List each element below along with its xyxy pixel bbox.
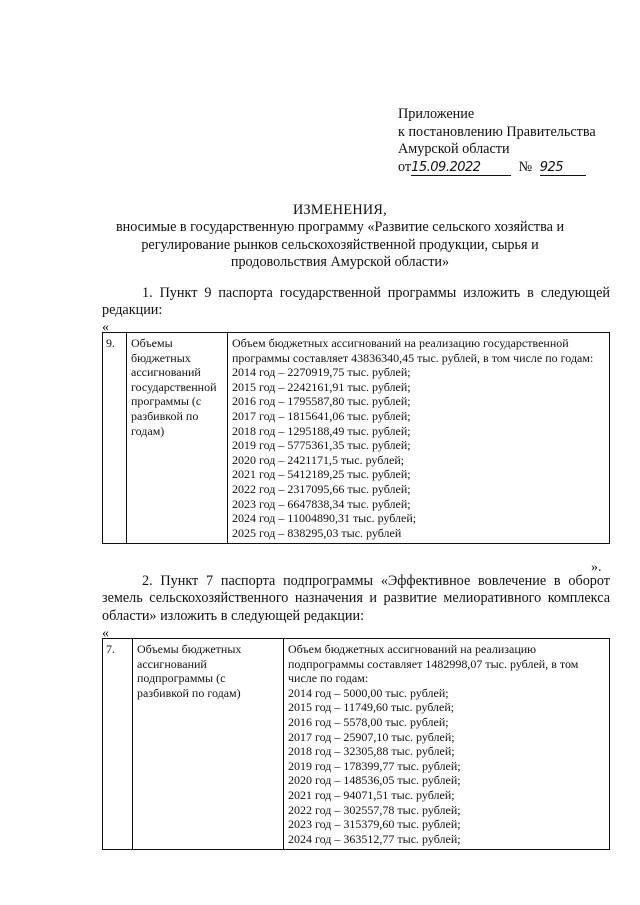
list-item: 2021 год – 5412189,25 тыс. рублей; [232, 467, 411, 482]
item1-intro: Объем бюджетных ассигнований на реализацию государственной программы составляет 43836340,45 тыс. рублей, в том числе по годам: [232, 336, 594, 365]
item1-table [102, 332, 610, 544]
item1-row-num: 9. [103, 333, 127, 544]
document-title [70, 202, 610, 271]
list-item: 2020 год – 148536,05 тыс. рублей; [288, 773, 461, 788]
number-label: № [518, 158, 533, 175]
list-item: 2016 год – 5578,00 тыс. рублей; [288, 714, 449, 729]
list-item: 2014 год – 2270919,75 тыс. рублей; [232, 365, 411, 380]
list-item: 2016 год – 1795587,80 тыс. рублей; [232, 394, 411, 409]
item2-row-label: Объемы бюджетных ассигнований подпрограммы (с разбивкой по годам) [133, 639, 284, 850]
list-item: 2022 год – 302557,78 тыс. рублей; [288, 802, 461, 817]
item2-intro: Объем бюджетных ассигнований на реализацию подпрограммы составляет 1482998,07 тыс. рублей, в том числе по годам: [288, 642, 579, 686]
item2-table [102, 638, 610, 850]
item2-open-quote: « [102, 626, 109, 641]
table-row [103, 639, 610, 850]
number-value: 925 [540, 161, 586, 176]
item2-text: 2. Пункт 7 паспорта подпрограммы «Эффективное вовлечение в оборот земель сельскохозяйственного назначения и развитие мелиоративного комплекса области» изложить в следующей редакции: [102, 573, 610, 624]
item1-paragraph [102, 285, 610, 320]
list-item: 2017 год – 1815641,06 тыс. рублей; [232, 408, 411, 423]
item1-close-quote: ». [591, 560, 602, 575]
list-item: 2015 год – 2242161,91 тыс. рублей; [232, 379, 411, 394]
appendix-line-1: Приложение [398, 106, 475, 122]
item1-row-value [228, 333, 610, 544]
list-item: 2023 год – 315379,60 тыс. рублей; [288, 817, 461, 832]
item1-text: 1. Пункт 9 паспорта государственной программы изложить в следующей редакции: [102, 285, 610, 319]
title-heading: ИЗМЕНЕНИЯ, [292, 202, 388, 218]
list-item: 2022 год – 2317095,66 тыс. рублей; [232, 481, 411, 496]
list-item: 2020 год – 2421171,5 тыс. рублей; [232, 452, 405, 467]
list-item: 2024 год – 363512,77 тыс. рублей; [288, 831, 461, 846]
appendix-header [398, 106, 596, 176]
item2-row-value [284, 639, 610, 850]
table-row [103, 333, 610, 544]
item1-row-label: Объемы бюджетных ассигнований государственной программы (с разбивкой по годам) [127, 333, 228, 544]
item2-row-num: 7. [103, 639, 133, 850]
list-item: 2025 год – 838295,03 тыс. рублей [232, 525, 402, 540]
appendix-line-3: Амурской области [398, 141, 510, 157]
appendix-line-2: к постановлению Правительства [398, 123, 596, 140]
list-item: 2024 год – 11004890,31 тыс. рублей; [232, 511, 417, 526]
list-item: 2019 год – 178399,77 тыс. рублей; [288, 758, 461, 773]
item2-paragraph [102, 573, 610, 625]
date-prefix: от [398, 158, 412, 175]
item1-open-quote: « [102, 320, 109, 335]
list-item: 2014 год – 5000,00 тыс. рублей; [288, 685, 449, 700]
title-subtitle: вносимые в государственную программу «Развитие сельского хозяйства и регулирование рынков сельскохозяйственной продукции, сырья и продовольствия Амурской области» [115, 219, 565, 270]
list-item: 2015 год – 11749,60 тыс. рублей; [288, 700, 455, 715]
list-item: 2019 год – 5775361,35 тыс. рублей; [232, 438, 411, 453]
list-item: 2021 год – 94071,51 тыс. рублей; [288, 787, 455, 802]
date-value: 15.09.2022 [411, 161, 511, 176]
list-item: 2017 год – 25907,10 тыс. рублей; [288, 729, 455, 744]
list-item: 2018 год – 1295188,49 тыс. рублей; [232, 423, 411, 438]
list-item: 2023 год – 6647838,34 тыс. рублей; [232, 496, 411, 511]
list-item: 2018 год – 32305,88 тыс. рублей; [288, 744, 455, 759]
appendix-date-line [398, 159, 596, 177]
